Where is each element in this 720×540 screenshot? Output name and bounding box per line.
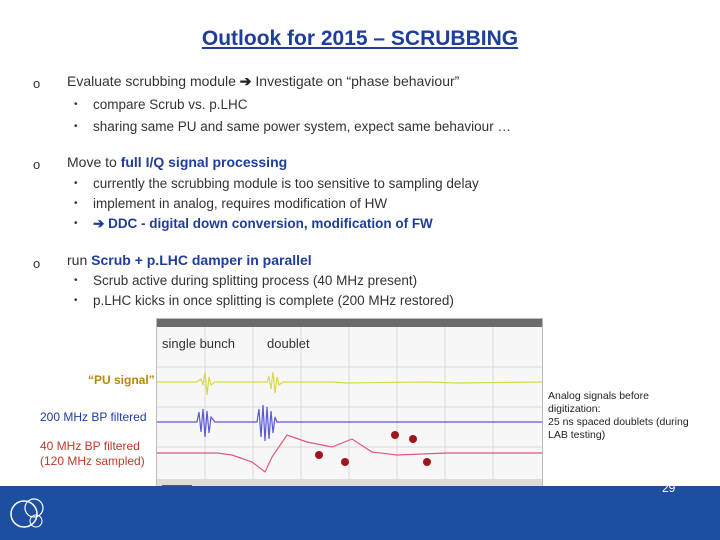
right-arrow-icon: ➔: [93, 216, 105, 231]
bullet-3-sub-1: Scrub active during splitting process (40 MHz present): [93, 273, 418, 288]
sub-marker: •: [74, 121, 78, 132]
bullet-1: [67, 73, 459, 90]
scope-grid: [157, 327, 542, 487]
sub-marker: •: [74, 198, 78, 209]
bp40-label-line1: 40 MHz BP filtered: [40, 439, 140, 453]
bullet-2-sub-3: [93, 216, 433, 232]
analog-note-line2: digitization:: [548, 403, 601, 415]
bullet-3-text-b: Scrub + p.LHC damper in parallel: [91, 252, 312, 268]
analog-note-line4: LAB testing): [548, 429, 606, 441]
scope-screen: [157, 327, 542, 487]
doublet-label: doublet: [267, 336, 310, 351]
bp200-label: 200 MHz BP filtered: [40, 410, 147, 424]
bullet-3-sub-2: p.LHC kicks in once splitting is complete (200 MHz restored): [93, 293, 454, 308]
sample-dot: [423, 458, 431, 466]
bullet-2-text-a: Move to: [67, 154, 121, 170]
sub-marker: •: [74, 178, 78, 189]
pu-signal-label: “PU signal”: [88, 373, 155, 387]
sub-marker: •: [74, 275, 78, 286]
sub-marker: •: [74, 99, 78, 110]
bullet-2-text-b: full I/Q signal processing: [120, 154, 288, 170]
scope-traces: [157, 327, 542, 487]
bullet-marker-3: o: [33, 256, 41, 271]
sample-dot: [315, 451, 323, 459]
single-bunch-label: single bunch: [162, 336, 235, 351]
bullet-2-sub-2: implement in analog, requires modification of HW: [93, 196, 388, 211]
bullet-3-text-a: run: [67, 252, 92, 268]
page-number: 29: [662, 481, 676, 495]
bullet-2-sub-3-text: DDC - digital down conversion, modification of FW: [104, 216, 433, 231]
bullet-1-text-a: Evaluate scrubbing module: [67, 73, 240, 89]
bullet-2-sub-1: currently the scrubbing module is too sensitive to sampling delay: [93, 176, 479, 191]
slide-title: Outlook for 2015 – SCRUBBING: [201, 27, 519, 50]
footer-bar: [0, 486, 720, 540]
bullet-marker-2: o: [33, 157, 41, 172]
bullet-1-sub-2: sharing same PU and same power system, expect same behaviour …: [93, 119, 511, 134]
analog-note-line1: Analog signals before: [548, 390, 649, 402]
bullet-2: [67, 154, 287, 170]
bullet-1-sub-1: compare Scrub vs. p.LHC: [93, 97, 248, 112]
bullet-marker-1: o: [33, 76, 41, 91]
sample-dot: [341, 458, 349, 466]
bullet-3: [67, 252, 312, 268]
sample-dot: [409, 435, 417, 443]
bp40-label-line2: (120 MHz sampled): [40, 454, 145, 468]
cern-logo-icon: [6, 490, 50, 534]
sample-dot: [391, 431, 399, 439]
analog-note-line3: 25 ns spaced doublets (during: [548, 416, 689, 428]
right-arrow-icon: ➔: [239, 73, 252, 89]
sub-marker: •: [74, 218, 78, 229]
sub-marker: •: [74, 295, 78, 306]
bullet-1-text-b: Investigate on “phase behaviour”: [251, 73, 460, 89]
scope-menu-bar: [157, 319, 542, 327]
